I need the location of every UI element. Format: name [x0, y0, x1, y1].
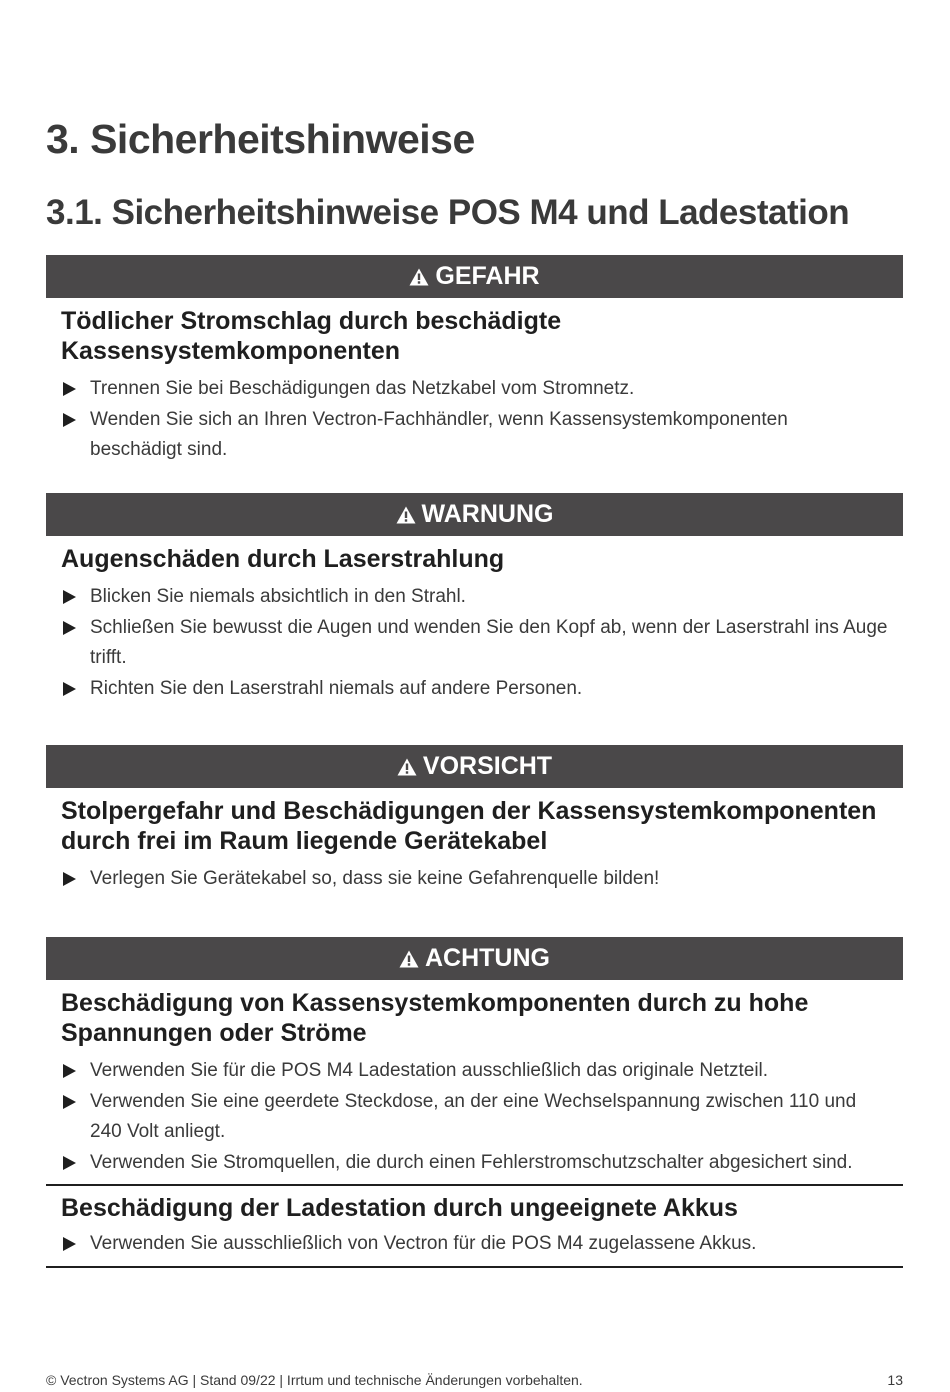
- list-item: [61, 1148, 861, 1179]
- bullet-list: [61, 1056, 903, 1178]
- bullet-list: [61, 374, 903, 466]
- list-item-text: Blicken Sie niemals absichtlich in den Strahl.: [90, 586, 466, 607]
- list-item-text: Richten Sie den Laserstrahl niemals auf andere Personen.: [90, 677, 583, 699]
- bullet-list: [61, 582, 903, 704]
- list-item-text: Schließen Sie bewusst die Augen und wenden Sie den Kopf ab, wenn der Laserstrahl ins Auge trifft.: [90, 616, 888, 668]
- section-title: 3.1. Sicherheitshinweise POS M4 und Ladestation: [46, 193, 850, 232]
- triangle-right-icon: [63, 1237, 76, 1251]
- list-item: [61, 864, 903, 895]
- list-item: [61, 374, 903, 405]
- notice-subtitle: Beschädigung der Ladestation durch ungeeignete Akkus: [61, 1194, 738, 1222]
- bullet-list: [61, 864, 903, 895]
- list-item: [61, 1087, 891, 1148]
- divider: [46, 1184, 903, 1186]
- list-item-text: Verlegen Sie Gerätekabel so, dass sie keine Gefahrenquelle bilden!: [90, 868, 660, 889]
- list-item: [61, 674, 903, 705]
- list-item: [61, 1056, 903, 1087]
- bullet-list: [61, 1229, 903, 1260]
- page-title: 3. Sicherheitshinweise: [46, 116, 475, 162]
- triangle-right-icon: [63, 621, 76, 635]
- divider: [46, 1266, 903, 1268]
- notice-level: ACHTUNG: [425, 944, 550, 972]
- footer-copyright: © Vectron Systems AG | Stand 09/22 | Irrtum und technische Änderungen vorbehalten.: [46, 1372, 583, 1388]
- notice-level: VORSICHT: [422, 752, 553, 780]
- list-item: [61, 405, 831, 466]
- notice-title: Stolpergefahr und Beschädigungen der Kassensystemkomponenten durch frei im Raum liegende Gerätekabel: [61, 797, 877, 855]
- list-item-text: Verwenden Sie eine geerdete Steckdose, an der eine Wechselspannung zwischen 110 und 240 Volt anliegt.: [90, 1090, 857, 1142]
- warning-triangle-icon: [409, 268, 429, 286]
- list-item-text: Wenden Sie sich an Ihren Vectron-Fachhändler, wenn Kassensystemkomponenten beschädigt sind.: [90, 408, 788, 460]
- list-item: [61, 613, 891, 674]
- list-item-text: Verwenden Sie für die POS M4 Ladestation ausschließlich das originale Netzteil.: [90, 1060, 769, 1081]
- warning-triangle-icon: [397, 758, 417, 776]
- triangle-right-icon: [63, 590, 76, 604]
- notice-banner: [46, 255, 903, 298]
- triangle-right-icon: [63, 872, 76, 886]
- notice-title: Augenschäden durch Laserstrahlung: [61, 545, 505, 573]
- list-item-text: Trennen Sie bei Beschädigungen das Netzkabel vom Stromnetz.: [90, 378, 635, 399]
- notice-achtung: [46, 937, 903, 1268]
- triangle-right-icon: [63, 1064, 76, 1078]
- triangle-right-icon: [63, 682, 76, 696]
- triangle-right-icon: [63, 1095, 76, 1109]
- notice-vorsicht: [46, 745, 903, 895]
- notice-title: Tödlicher Stromschlag durch beschädigte Kassensystemkomponenten: [61, 307, 562, 365]
- list-item: [61, 1229, 903, 1260]
- list-item-text: Verwenden Sie ausschließlich von Vectron für die POS M4 zugelassene Akkus.: [90, 1233, 757, 1254]
- warning-triangle-icon: [396, 506, 416, 524]
- document-page: [46, 0, 903, 1392]
- notice-level: GEFAHR: [435, 262, 540, 290]
- notice-gefahr: [46, 255, 903, 466]
- notice-title: Beschädigung von Kassensystemkomponenten durch zu hohe Spannungen oder Ströme: [61, 989, 809, 1047]
- notice-banner: [46, 745, 903, 788]
- page-number: 13: [887, 1372, 903, 1388]
- notice-level: WARNUNG: [421, 500, 554, 528]
- list-item: [61, 582, 903, 613]
- notice-warnung: [46, 493, 903, 704]
- triangle-right-icon: [63, 413, 76, 427]
- warning-triangle-icon: [399, 950, 419, 968]
- notice-banner: [46, 937, 903, 980]
- triangle-right-icon: [63, 382, 76, 396]
- list-item-text: Verwenden Sie Stromquellen, die durch einen Fehlerstromschutzschalter abgesichert sind.: [90, 1151, 853, 1173]
- notice-banner: [46, 493, 903, 536]
- triangle-right-icon: [63, 1156, 76, 1170]
